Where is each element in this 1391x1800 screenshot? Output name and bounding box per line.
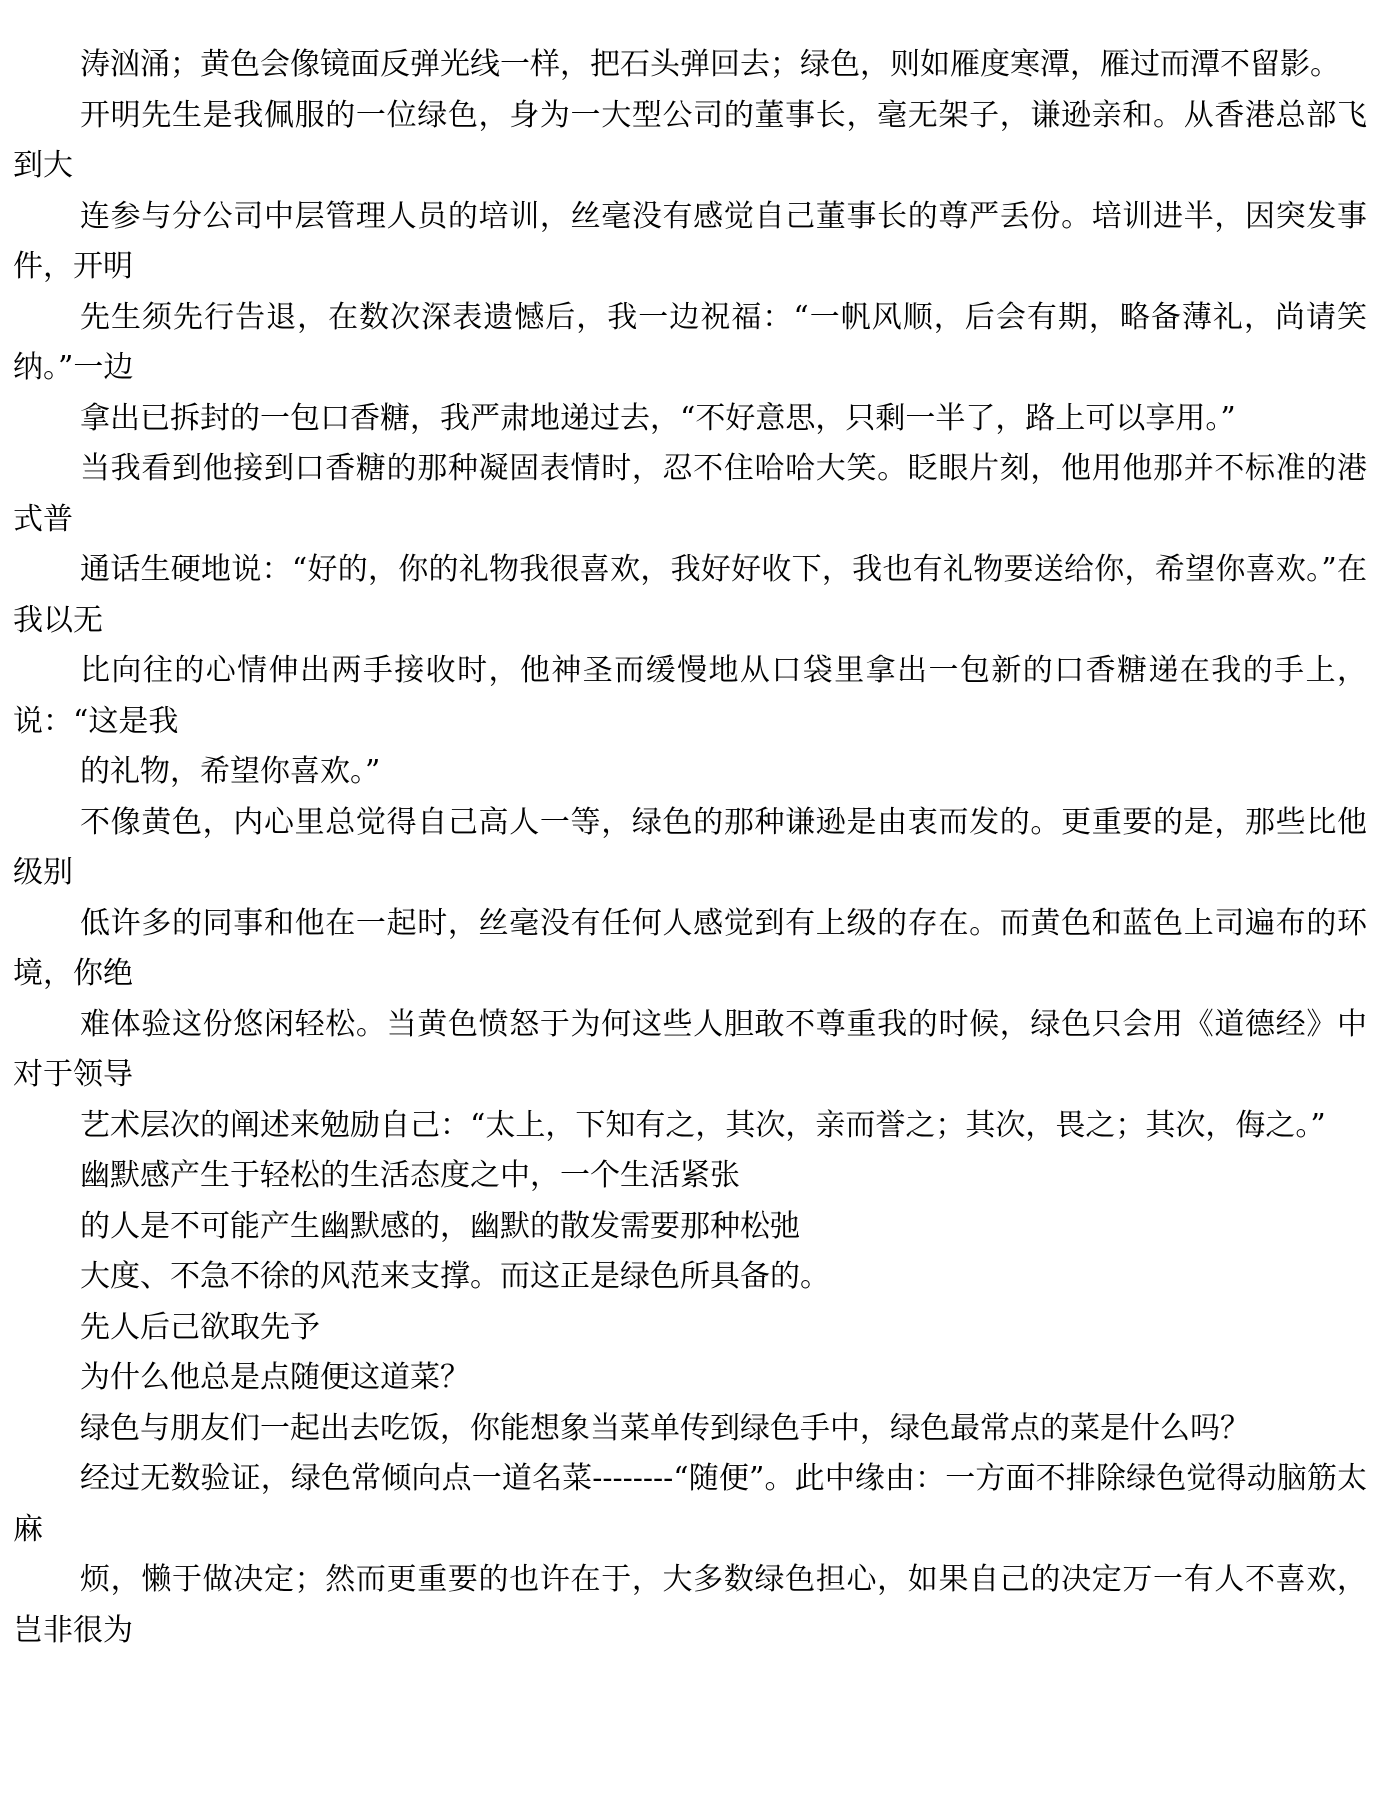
paragraph: 开明先生是我佩服的一位绿色，身为一大型公司的董事长，毫无架子，谦逊亲和。从香港总部飞到大 bbox=[13, 97, 1367, 183]
paragraph: 拿出已拆封的一包口香糖，我严肃地递过去，“不好意思，只剩一半了，路上可以享用。” bbox=[80, 400, 1236, 436]
paragraph: 连参与分公司中层管理人员的培训，丝毫没有感觉自己董事长的尊严丢份。培训进半，因突发事件，开明 bbox=[13, 198, 1367, 284]
paragraph: 不像黄色，内心里总觉得自己高人一等，绿色的那种谦逊是由衷而发的。更重要的是，那些比他级别 bbox=[13, 804, 1367, 890]
paragraph: 幽默感产生于轻松的生活态度之中，一个生活紧张 bbox=[80, 1158, 740, 1193]
paragraph: 艺术层次的阐述来勉励自己：“太上，下知有之，其次，亲而誉之；其次，畏之；其次，侮之。” bbox=[80, 1107, 1326, 1143]
paragraph: 比向往的心情伸出两手接收时，他神圣而缓慢地从口袋里拿出一包新的口香糖递在我的手上，说：“这是我 bbox=[13, 653, 1367, 739]
paragraph: 烦，懒于做决定；然而更重要的也许在于，大多数绿色担心，如果自己的决定万一有人不喜欢，岂非很为 bbox=[13, 1562, 1367, 1648]
paragraph: 先生须先行告退，在数次深表遗憾后，我一边祝福：“一帆风顺，后会有期，略备薄礼，尚请笑纳。”一边 bbox=[13, 299, 1367, 385]
paragraph: 的礼物，希望你喜欢。” bbox=[80, 754, 381, 789]
paragraph: 当我看到他接到口香糖的那种凝固表情时，忍不住哈哈大笑。眨眼片刻，他用他那并不标准的港式普 bbox=[13, 451, 1367, 537]
paragraph: 经过无数验证，绿色常倾向点一道名菜--------“随便”。此中缘由：一方面不排除绿色觉得动脑筋太麻 bbox=[13, 1461, 1367, 1547]
paragraph: 的人是不可能产生幽默感的，幽默的散发需要那种松弛 bbox=[80, 1208, 800, 1244]
paragraph: 涛汹涌；黄色会像镜面反弹光线一样，把石头弹回去；绿色，则如雁度寒潭，雁过而潭不留影。 bbox=[80, 47, 1340, 82]
section-heading: 先人后己欲取先予 bbox=[80, 1309, 320, 1345]
paragraph: 低许多的同事和他在一起时，丝毫没有任何人感觉到有上级的存在。而黄色和蓝色上司遍布的环境，你绝 bbox=[13, 905, 1367, 991]
paragraph: 大度、不急不徐的风范来支撑。而这正是绿色所具备的。 bbox=[80, 1259, 830, 1294]
paragraph: 为什么他总是点随便这道菜？ bbox=[80, 1360, 470, 1395]
paragraph: 通话生硬地说：“好的，你的礼物我很喜欢，我好好收下，我也有礼物要送给你，希望你喜欢。”在我以无 bbox=[13, 552, 1367, 638]
paragraph: 难体验这份悠闲轻松。当黄色愤怒于为何这些人胆敢不尊重我的时候，绿色只会用《道德经》中对于领导 bbox=[13, 1006, 1367, 1092]
paragraph: 绿色与朋友们一起出去吃饭，你能想象当菜单传到绿色手中，绿色最常点的菜是什么吗？ bbox=[80, 1410, 1250, 1446]
